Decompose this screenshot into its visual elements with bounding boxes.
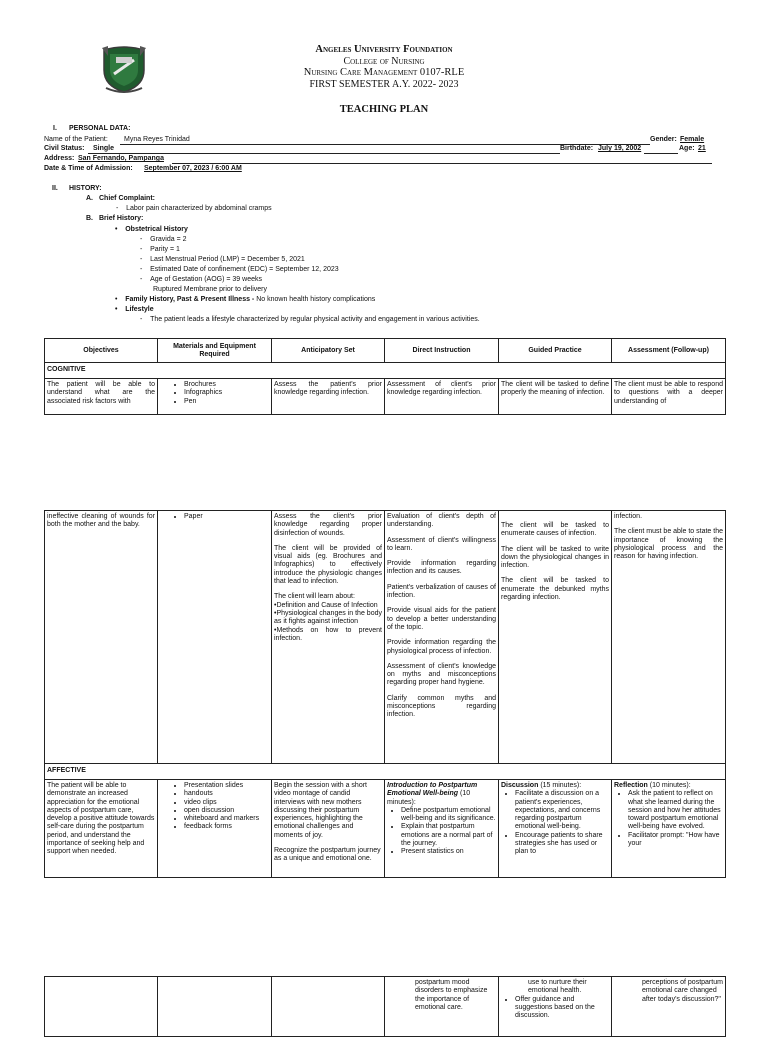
chief-complaint-text: - Labor pain characterized by abdominal cramps (116, 205, 272, 212)
gender-value: Female (680, 136, 705, 143)
cog2-anticipatory (272, 511, 385, 764)
cog1-guided: The client will be tasked to define properly the meaning of infection. (499, 379, 612, 415)
aff2-guided (499, 977, 612, 1037)
aff2-direct (385, 977, 499, 1037)
admission-label: Date & Time of Admission: (44, 165, 133, 172)
cog1-assessment: The client must be able to respond to questions with a deeper understanding of (612, 379, 726, 415)
table-row (45, 379, 726, 415)
patient-name-value: Myna Reyes Trinidad (124, 136, 190, 143)
cog2-direct-para: Provide information regarding infection and its causes. (387, 560, 496, 576)
cognitive-label: COGNITIVE (45, 363, 726, 379)
cog2-direct (385, 511, 499, 764)
cog1-objective: The patient will be able to understand what are the associated risk factors with (45, 379, 158, 415)
cog2-anticipatory-intro: The client will learn about: (274, 593, 355, 601)
cog2-direct-para: Evaluation of client's depth of understanding. (387, 513, 496, 529)
list-item: • Presentation slides (184, 782, 269, 790)
aff1-guided-suffix: (15 minutes): (540, 782, 582, 789)
list-item: • Encourage patients to share strategies she has used or plan to (515, 832, 609, 857)
cog2-anticipatory-para: The client will be provided of visual aids (eg. Brochures and Infographics) to effectively introduce the physiologic changes that lead to infection. (274, 544, 382, 586)
list-item: • video clips (184, 799, 269, 807)
teaching-plan-table-part3 (44, 976, 726, 1037)
cog2-anticipatory-point: •Physiological changes in the body as it fights against infection (274, 609, 382, 626)
aff1-anticipatory-para: Begin the session with a short video montage of candid interviews with new mothers discussing their postpartum experiences, highlighting the emotional challenges and moments of joy. (274, 782, 367, 839)
teaching-plan-table-part2 (44, 510, 726, 878)
obstetrical-history-list (140, 236, 339, 295)
lifestyle-title: • Lifestyle (115, 306, 154, 313)
cog1-anticipatory: Assess the patient's prior knowledge regarding infection. (272, 379, 385, 415)
cog2-direct-para: Provide information regarding the physiological process of infection. (387, 639, 496, 655)
list-item: • whiteboard and markers (184, 815, 269, 823)
document-title: TEACHING PLAN (339, 104, 429, 115)
aff1-assess-title: Reflection (614, 782, 648, 789)
aff1-guided (499, 780, 612, 878)
chief-complaint-letter: A. (86, 195, 93, 202)
address-value: San Fernando, Pampanga (78, 155, 164, 162)
cog2-guided (499, 511, 612, 764)
col-header-direct: Direct Instruction (385, 339, 499, 363)
cog2-direct-para: Clarify common myths and misconceptions regarding infection. (387, 694, 496, 719)
aff1-materials (158, 780, 272, 878)
cog2-anticipatory-point: •Definition and Cause of Infection (274, 601, 378, 609)
table-row (45, 780, 726, 878)
cog2-direct-para: Provide visual aids for the patient to develop a better understanding of the topic. (387, 607, 496, 631)
obstetrical-history-title: • Obstetrical History (115, 226, 188, 233)
birthdate-value: July 19, 2002 (598, 145, 642, 152)
brief-history-title: Brief History: (99, 215, 144, 222)
aff2-direct-cont: postpartum mood disorders to emphasize the importance of emotional care. (415, 979, 488, 1011)
personal-data-heading: PERSONAL DATA: (69, 125, 131, 132)
list-item: • Explain that postpartum emotions are a normal part of the journey. (401, 823, 496, 848)
cog2-assessment-para: infection. (614, 513, 643, 520)
table-row (45, 977, 726, 1037)
obs-item: - Estimated Date of confinement (EDC) = September 12, 2023 (140, 266, 339, 274)
cog2-assessment-para: The client must be able to state the importance of knowing the physiological process and the reason for having infection. (614, 528, 723, 561)
list-item: • Present statistics on (401, 848, 496, 856)
teaching-plan-table-part1 (44, 338, 726, 415)
age-label: Age: (679, 145, 695, 152)
address-label: Address: (44, 155, 75, 162)
aff1-guided-title: Discussion (501, 782, 539, 789)
civil-status-label: Civil Status: (44, 145, 85, 152)
college-name: College of Nursing (343, 56, 425, 67)
section-number-1: I. (53, 125, 57, 132)
cog2-guided-para: The client will be tasked to write down the physiological changes in infection. (501, 545, 609, 570)
gender-label: Gender: (650, 136, 677, 143)
section-number-2: II. (52, 185, 58, 192)
history-heading: HISTORY: (69, 185, 102, 192)
aff2-assess-cont: perceptions of postpartum emotional care changed after today's discussion?" (642, 979, 723, 1003)
obs-item: - Age of Gestation (AOG) = 39 weeks (140, 276, 262, 284)
cog2-anticipatory-para: Assess the client's prior knowledge regarding proper disinfection of wounds. (274, 513, 382, 537)
aff1-assessment (612, 780, 726, 878)
brief-history-letter: B. (86, 215, 93, 222)
cognitive-row (45, 363, 726, 379)
birthdate-label: Birthdate: (560, 145, 594, 152)
cog2-materials (158, 511, 272, 764)
obs-item: - Last Menstrual Period (LMP) = December 5, 2021 (140, 256, 305, 264)
list-item: • Define postpartum emotional well-being and its significance. (401, 807, 496, 824)
list-item: • Infographics (184, 389, 269, 397)
aff1-direct-suffix: (10 minutes): (387, 790, 471, 806)
semester: FIRST SEMESTER A.Y. 2022- 2023 (309, 79, 459, 90)
aff1-anticipatory (272, 780, 385, 878)
col-header-materials: Materials and Equipment Required (158, 339, 272, 363)
list-item: • Facilitate a discussion on a patient's experiences, expectations, and concerns regarding postpartum emotional well-being. (515, 790, 609, 831)
table-header-row (45, 339, 726, 363)
aff1-direct-title: Introduction to Postpartum Emotional Well-being (387, 782, 478, 798)
list-item: • Offer guidance and suggestions based on the discussion. (515, 996, 609, 1021)
aff1-assess-suffix: (10 minutes): (649, 782, 691, 789)
civil-status-value: Single (93, 145, 115, 152)
age-value: 21 (698, 145, 706, 152)
admission-value: September 07, 2023 / 6:00 AM (144, 165, 242, 172)
col-header-anticipatory: Anticipatory Set (272, 339, 385, 363)
list-item: • open discussion (184, 807, 269, 815)
table-row (45, 511, 726, 764)
list-item: • Pen (184, 398, 269, 406)
cog2-direct-para: Assessment of client's knowledge on myths and misconceptions regarding proper hand hygiene. (387, 662, 496, 687)
list-item: • Paper (184, 513, 269, 521)
course-name: Nursing Care Management 0107-RLE (303, 67, 465, 78)
lifestyle-text: - The patient leads a lifestyle characterized by regular physical activity and engagement in various activities. (140, 316, 480, 323)
cog2-objective: ineffective cleaning of wounds for both the mother and the baby. (45, 511, 158, 764)
cog2-guided-para: The client will be tasked to enumerate causes of infection. (501, 522, 609, 538)
chief-complaint-title: Chief Complaint: (99, 195, 155, 202)
obs-item: - Gravida = 2 (140, 236, 187, 243)
list-item: • Ask the patient to reflect on what she learned during the session and how her attitudes toward postpartum emotional well-being have evolved. (628, 790, 723, 831)
aff2-materials (158, 977, 272, 1037)
affective-row (45, 764, 726, 780)
cog1-materials (158, 379, 272, 415)
aff1-anticipatory-para: Recognize the postpartum journey as a unique and emotional one. (274, 847, 381, 863)
col-header-assessment: Assessment (Follow-up) (612, 339, 726, 363)
aff2-assessment (612, 977, 726, 1037)
cog1-direct: Assessment of client's prior knowledge regarding infection. (385, 379, 499, 415)
aff2-guided-cont: use to nurture their emotional health. (528, 979, 587, 995)
obs-item-extra: Ruptured Membrane prior to delivery (153, 286, 267, 294)
cog2-guided-para: The client will be tasked to enumerate the debunked myths regarding infection. (501, 577, 609, 602)
list-item: • Brochures (184, 381, 269, 389)
col-header-guided: Guided Practice (499, 339, 612, 363)
cog2-direct-para: Patient's verbalization of causes of infection. (387, 583, 496, 600)
family-history: • Family History, Past & Present Illness - No known health history complications (115, 296, 376, 303)
cog2-assessment (612, 511, 726, 764)
aff1-direct (385, 780, 499, 878)
list-item: • Facilitator prompt: "How have your (628, 832, 723, 849)
patient-name-label: Name of the Patient: (44, 136, 108, 143)
university-name: Angeles University Foundation (315, 44, 453, 55)
cog2-direct-para: Assessment of client's willingness to learn. (387, 536, 496, 552)
aff1-objective: The patient will be able to demonstrate an increased appreciation for the emotional aspects of postpartum care, develop a positive attitude towards self-care during the postpartum period, and understand the importance of seeking help and support when needed. (45, 780, 158, 878)
list-item: • feedback forms (184, 823, 269, 831)
affective-label: AFFECTIVE (45, 764, 726, 780)
obs-item: - Parity = 1 (140, 246, 180, 254)
list-item: • handouts (184, 790, 269, 798)
col-header-objectives: Objectives (45, 339, 158, 363)
cog2-anticipatory-point: •Methods on how to prevent infection. (274, 626, 382, 642)
aff2-anticipatory (272, 977, 385, 1037)
aff2-objective (45, 977, 158, 1037)
